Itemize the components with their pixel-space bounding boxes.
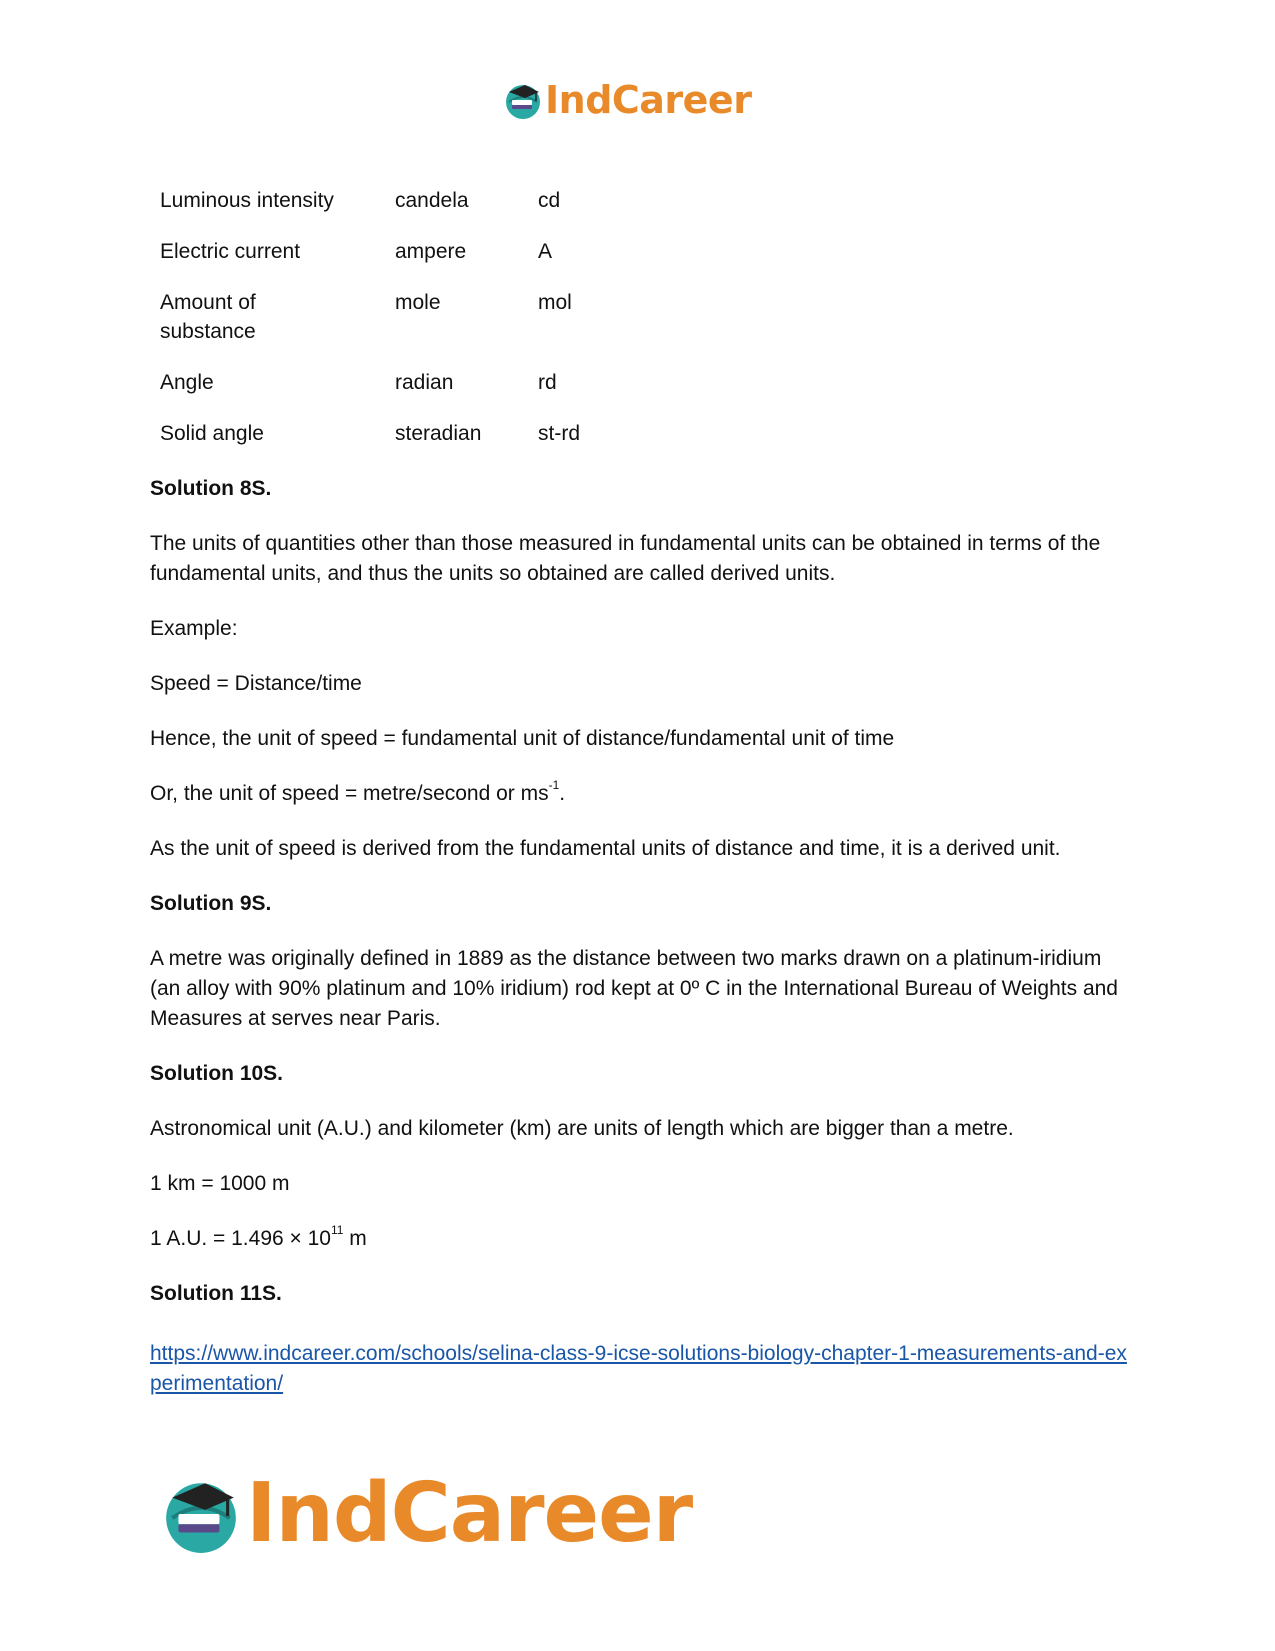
quantity-cell: Electric current bbox=[160, 240, 301, 263]
solution-10s-heading: Solution 10S. bbox=[150, 1062, 284, 1085]
table-row bbox=[160, 368, 638, 419]
solution-11s-heading: Solution 11S. bbox=[150, 1282, 282, 1305]
paragraph bbox=[150, 1224, 1130, 1254]
paragraph bbox=[150, 779, 1130, 809]
paragraph: Astronomical unit (A.U.) and kilometer (km) are units of length which are bigger than a metre. bbox=[150, 1117, 1014, 1140]
table-row bbox=[160, 419, 638, 470]
paragraph: Hence, the unit of speed = fundamental unit of distance/fundamental unit of time bbox=[150, 727, 895, 750]
header-logo bbox=[503, 80, 751, 120]
source-link[interactable]: https://www.indcareer.com/schools/selina-class-9-icse-solutions-biology-chapter-1-measurements-and-experimentation/ bbox=[150, 1342, 1127, 1395]
page-content bbox=[150, 186, 1130, 1399]
si-units-table bbox=[160, 186, 638, 470]
paragraph: As the unit of speed is derived from the fundamental units of distance and time, it is a derived unit. bbox=[150, 837, 1061, 860]
superscript: 11 bbox=[330, 1223, 344, 1237]
symbol-cell: cd bbox=[538, 189, 561, 212]
table-row bbox=[160, 288, 638, 368]
logo-text: IndCareer bbox=[246, 1466, 693, 1561]
unit-cell: steradian bbox=[395, 422, 482, 445]
quantity-cell: Luminous intensity bbox=[160, 189, 334, 212]
footer-logo bbox=[160, 1466, 693, 1561]
unit-cell: candela bbox=[395, 189, 469, 212]
unit-cell: mole bbox=[395, 291, 441, 314]
unit-cell: ampere bbox=[395, 240, 467, 263]
text: 1 A.U. = 1.496 × 10 bbox=[150, 1227, 331, 1250]
text: Or, the unit of speed = metre/second or ms bbox=[150, 782, 549, 805]
symbol-cell: rd bbox=[538, 371, 557, 394]
paragraph: 1 km = 1000 m bbox=[150, 1172, 290, 1195]
solution-8s-heading: Solution 8S. bbox=[150, 477, 272, 500]
quantity-cell: Amount of substance bbox=[160, 291, 256, 343]
graduation-globe-icon bbox=[503, 80, 543, 120]
symbol-cell: A bbox=[538, 240, 553, 263]
paragraph: A metre was originally defined in 1889 as the distance between two marks drawn on a platinum-iridium (an alloy with 90% platinum and 10% iridium) rod kept at 0º C in the International Bureau of Weights and Measures at serves near Paris. bbox=[150, 947, 1118, 1030]
superscript: -1 bbox=[548, 778, 560, 792]
table-row bbox=[160, 237, 638, 288]
text: . bbox=[559, 782, 566, 805]
graduation-globe-icon bbox=[160, 1473, 242, 1555]
symbol-cell: st-rd bbox=[538, 422, 580, 445]
paragraph: Example: bbox=[150, 617, 238, 640]
solution-9s-heading: Solution 9S. bbox=[150, 892, 272, 915]
paragraph: Speed = Distance/time bbox=[150, 672, 362, 695]
paragraph: The units of quantities other than those measured in fundamental units can be obtained in terms of the fundamental units, and thus the units so obtained are called derived units. bbox=[150, 532, 1101, 585]
quantity-cell: Solid angle bbox=[160, 422, 264, 445]
text: m bbox=[343, 1227, 367, 1250]
symbol-cell: mol bbox=[538, 291, 572, 314]
quantity-cell: Angle bbox=[160, 371, 214, 394]
table-row bbox=[160, 186, 638, 237]
unit-cell: radian bbox=[395, 371, 454, 394]
logo-text: IndCareer bbox=[545, 78, 752, 122]
